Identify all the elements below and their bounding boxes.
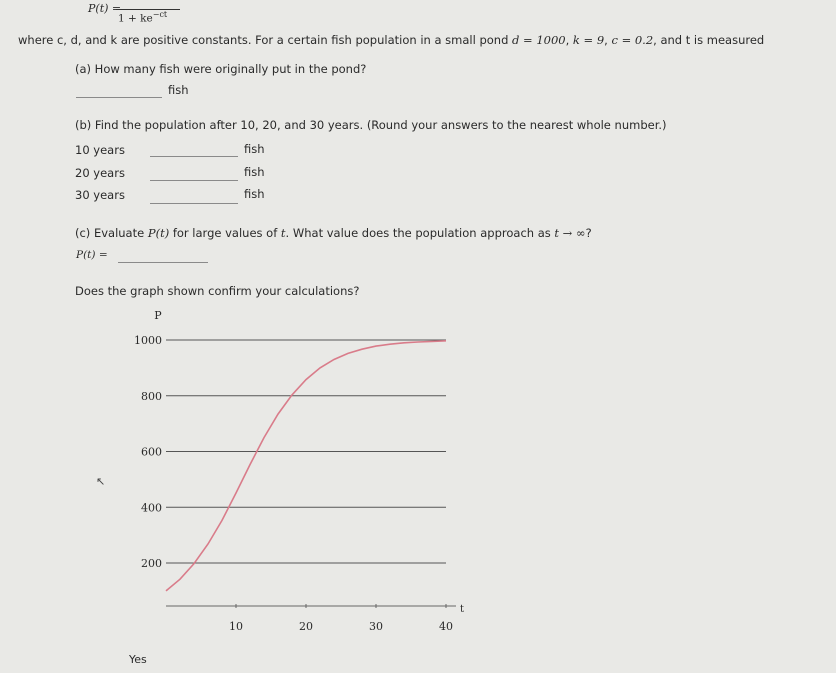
part-c-question [75,226,592,240]
formula-denominator-text: 1 + ke [118,12,153,25]
d-constant: d = 1000 [512,33,566,47]
x-tick-label-40: 40 [439,620,453,633]
x-tick-label-20: 20 [299,620,313,633]
part-b-label-20: 20 years [75,166,125,180]
part-b-question: (b) Find the population after 10, 20, and 30 years. (Round your answers to the nearest whole number.) [75,118,667,132]
formula-lhs: P(t) = [88,2,122,15]
part-b-answer-20[interactable] [150,180,238,181]
part-c-answer-label: P(t) = [76,249,108,261]
part-b-unit-30: fish [244,187,265,201]
part-c-mid: for large values of [169,226,281,240]
formula-denominator [118,10,167,25]
part-b-label-30: 30 years [75,188,125,202]
intro-text: where c, d, and k are positive constants. For a certain fish population in a small pond d = 1000, k = 9, c = 0.2, and t is measured [18,33,765,47]
population-curve [166,341,446,591]
part-c-pre: (c) Evaluate [75,226,148,240]
y-tick-label-200: 200 [141,557,162,570]
x-axis-label: t [460,604,465,615]
k-constant: k = 9 [572,33,605,47]
part-a-unit: fish [168,83,189,97]
part-c-answer-field[interactable] [118,262,208,263]
part-b-answer-30[interactable] [150,203,238,204]
x-tick-label-30: 30 [369,620,383,633]
c-constant: c = 0.2 [611,33,654,47]
part-a-answer-field[interactable] [76,97,162,98]
y-tick-label-400: 400 [141,501,162,515]
x-tick-label-10: 10 [229,620,243,633]
part-c-fn: P(t) [147,226,170,240]
part-c-post: . What value does the population approach as [285,226,555,240]
graph-prompt: Does the graph shown confirm your calculations? [75,284,360,298]
part-a-question: (a) How many fish were originally put in the pond? [75,62,367,76]
answer-select[interactable]: Yes [129,653,147,666]
formula-exponent: −ct [152,10,168,19]
intro-prefix: where c, d, and k are positive constants. For a certain fish population in a small pond [18,33,513,47]
part-b-answer-10[interactable] [150,156,238,157]
part-c-t: t [280,226,286,240]
y-axis-label: P [154,309,162,322]
part-c-end: ? [585,226,592,240]
y-tick-label-800: 800 [141,389,162,403]
part-c-limit: t → ∞ [554,226,586,240]
intro-suffix: , and t is measured [653,33,765,47]
y-tick-label-600: 600 [141,445,162,459]
mouse-cursor-icon: ↖ [96,475,106,488]
part-b-label-10: 10 years [75,143,125,157]
part-b-unit-10: fish [244,142,265,156]
part-b-unit-20: fish [244,165,265,179]
y-tick-label-1000: 1000 [134,334,162,347]
